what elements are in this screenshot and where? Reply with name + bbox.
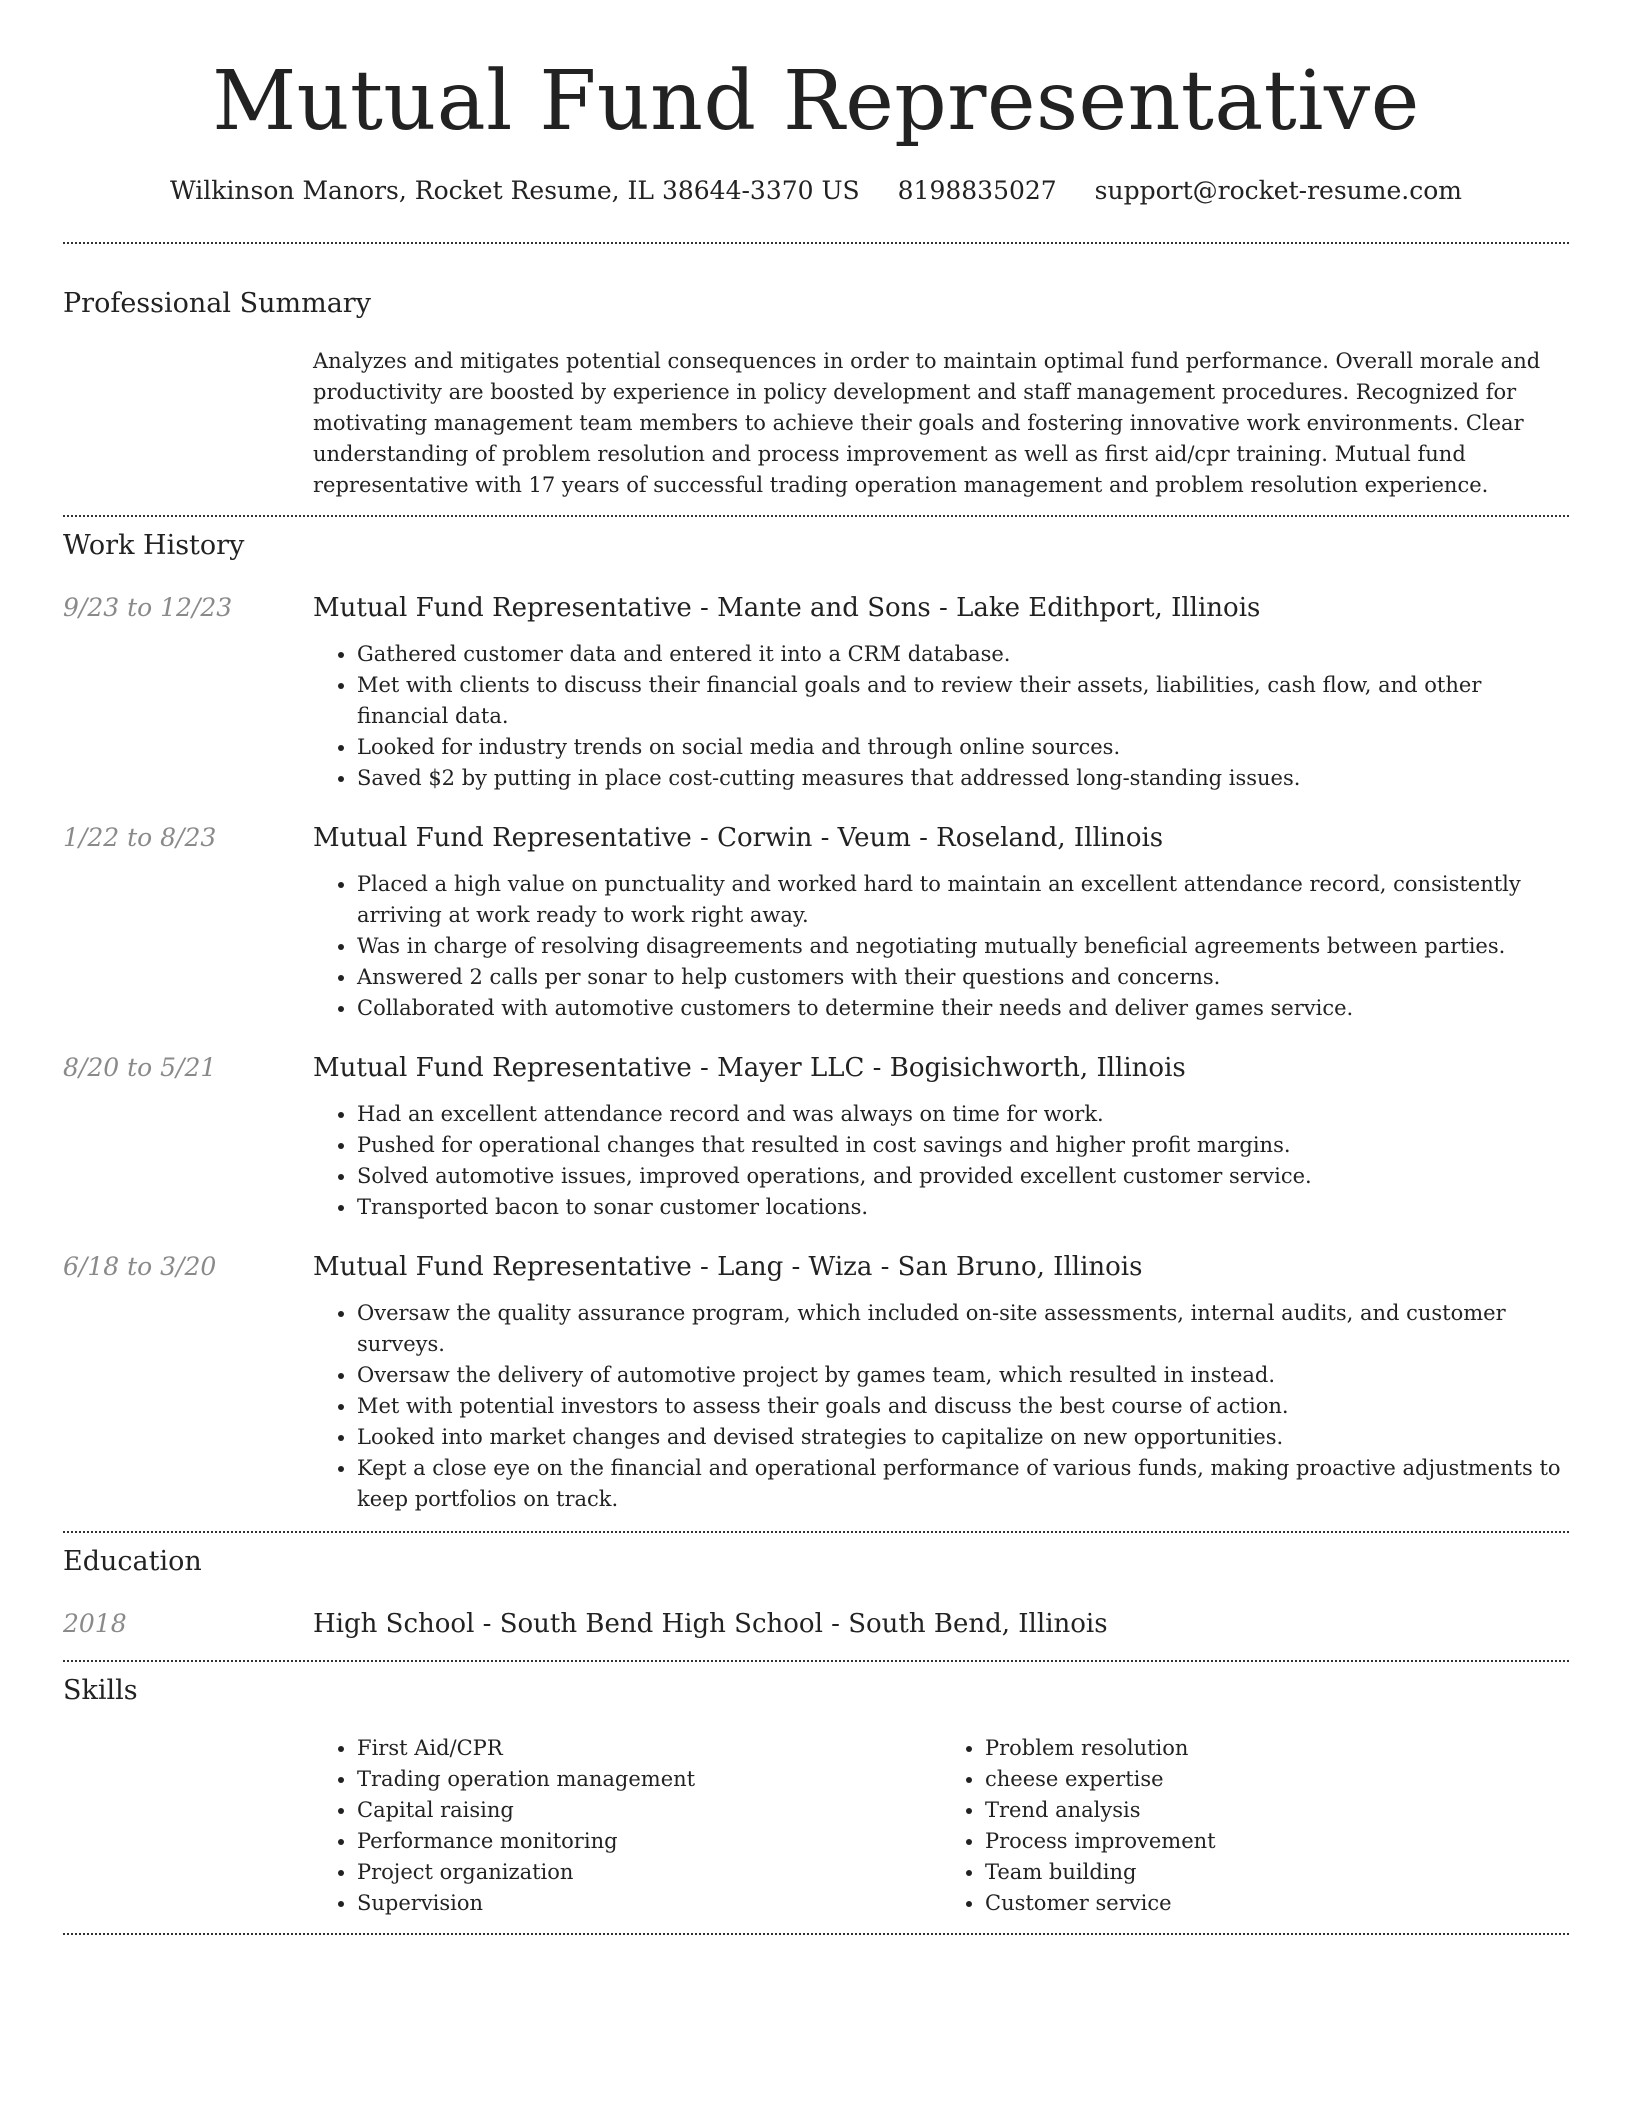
skills-section [63,1662,1569,1933]
job-bullet: • Placed a high value on punctuality and worked hard to maintain an excellent attendance record, consistently arriving at work ready to work right away. [357,869,1569,931]
job-bullet: • Met with potential investors to assess their goals and discuss the best course of action. [357,1391,1569,1422]
section-title-work: Work History [63,530,245,561]
education-title: High School - South Bend High School - South Bend, Illinois [313,1609,1108,1639]
job-entry [63,1249,1569,1515]
job-body [313,820,1569,1024]
job-body [313,1249,1569,1515]
job-title: Mutual Fund Representative - Mayer LLC - Bogisichworth, Illinois [313,1053,1186,1083]
skill-item: • Performance monitoring [357,1826,941,1857]
section-title-skills: Skills [63,1675,138,1706]
skill-item: • Trend analysis [985,1795,1569,1826]
job-dates: 8/20 to 5/21 [63,1053,217,1082]
job-bullet: • Answered 2 calls per sonar to help customers with their questions and concerns. [357,962,1569,993]
education-date: 2018 [63,1609,127,1638]
job-bullet: • Gathered customer data and entered it into a CRM database. [357,639,1569,670]
skill-item: • Problem resolution [985,1733,1569,1764]
skill-item: • Customer service [985,1888,1569,1919]
job-entry [63,1050,1569,1223]
skill-item: • First Aid/CPR [357,1733,941,1764]
job-bullets [313,639,1569,794]
job-bullets [313,1099,1569,1223]
job-bullet: • Solved automotive issues, improved operations, and provided excellent customer service. [357,1161,1569,1192]
job-body [313,1050,1569,1223]
job-bullet: • Kept a close eye on the financial and operational performance of various funds, making proactive adjustments to keep portfolios on track. [357,1453,1569,1515]
work-history-section [63,517,1569,1531]
job-bullet: • Oversaw the quality assurance program, which included on-site assessments, internal audits, and customer surveys. [357,1298,1569,1360]
job-bullet: • Met with clients to discuss their financial goals and to review their assets, liabilities, cash flow, and other financial data. [357,670,1569,732]
job-bullet: • Oversaw the delivery of automotive project by games team, which resulted in instead. [357,1360,1569,1391]
job-bullet: • Looked for industry trends on social media and through online sources. [357,732,1569,763]
contact-email: support@rocket-resume.com [1094,176,1462,205]
skills-column-right [941,1733,1569,1919]
job-bullet: • Pushed for operational changes that resulted in cost savings and higher profit margins. [357,1130,1569,1161]
job-bullet: • Was in charge of resolving disagreements and negotiating mutually beneficial agreements between parties. [357,931,1569,962]
education-body [313,1606,1569,1642]
job-title: Mutual Fund Representative - Lang - Wiza - San Bruno, Illinois [313,1252,1143,1282]
skill-item: • Project organization [357,1857,941,1888]
job-entry [63,590,1569,794]
skill-item: • Team building [985,1857,1569,1888]
job-bullet: • Collaborated with automotive customers to determine their needs and deliver games service. [357,993,1569,1024]
contact-address: Wilkinson Manors, Rocket Resume, IL 38644-3370 US [170,176,860,205]
section-title-summary: Professional Summary [63,288,371,319]
summary-section [63,244,1569,515]
job-title: Mutual Fund Representative - Corwin - Veum - Roseland, Illinois [313,823,1164,853]
contact-line [63,174,1569,208]
summary-text: Analyzes and mitigates potential consequences in order to maintain optimal fund performance. Overall morale and productivity are boosted by experience in policy development and staff management procedures. Recognized for motivating management team members to achieve their goals and fostering innovative work environments. Clear understanding of problem resolution and process improvement as well as first aid/cpr training. Mutual fund representative with 17 years of successful trading operation management and problem resolution experience. [313,349,1541,497]
job-bullet: • Looked into market changes and devised strategies to capitalize on new opportunities. [357,1422,1569,1453]
job-bullets [313,1298,1569,1515]
skill-item: • Capital raising [357,1795,941,1826]
job-body [313,590,1569,794]
job-title: Mutual Fund Representative - Mante and Sons - Lake Edithport, Illinois [313,593,1261,623]
divider [63,1933,1569,1935]
education-section [63,1533,1569,1660]
job-bullet: • Had an excellent attendance record and was always on time for work. [357,1099,1569,1130]
skill-item: • Trading operation management [357,1764,941,1795]
job-bullet: • Saved $2 by putting in place cost-cutting measures that addressed long-standing issues. [357,763,1569,794]
skill-item: • cheese expertise [985,1764,1569,1795]
section-title-education: Education [63,1546,202,1577]
job-entry [63,820,1569,1024]
job-bullet: • Transported bacon to sonar customer locations. [357,1192,1569,1223]
education-entry [63,1606,1569,1642]
job-dates: 1/22 to 8/23 [63,823,217,852]
job-dates: 9/23 to 12/23 [63,593,233,622]
candidate-name: Mutual Fund Representative [212,54,1420,149]
job-dates: 6/18 to 3/20 [63,1252,217,1281]
skills-grid [313,1733,1569,1919]
contact-phone: 8198835027 [897,176,1057,205]
skill-item: • Supervision [357,1888,941,1919]
skill-item: • Process improvement [985,1826,1569,1857]
job-bullets [313,869,1569,1024]
skills-column-left [313,1733,941,1919]
